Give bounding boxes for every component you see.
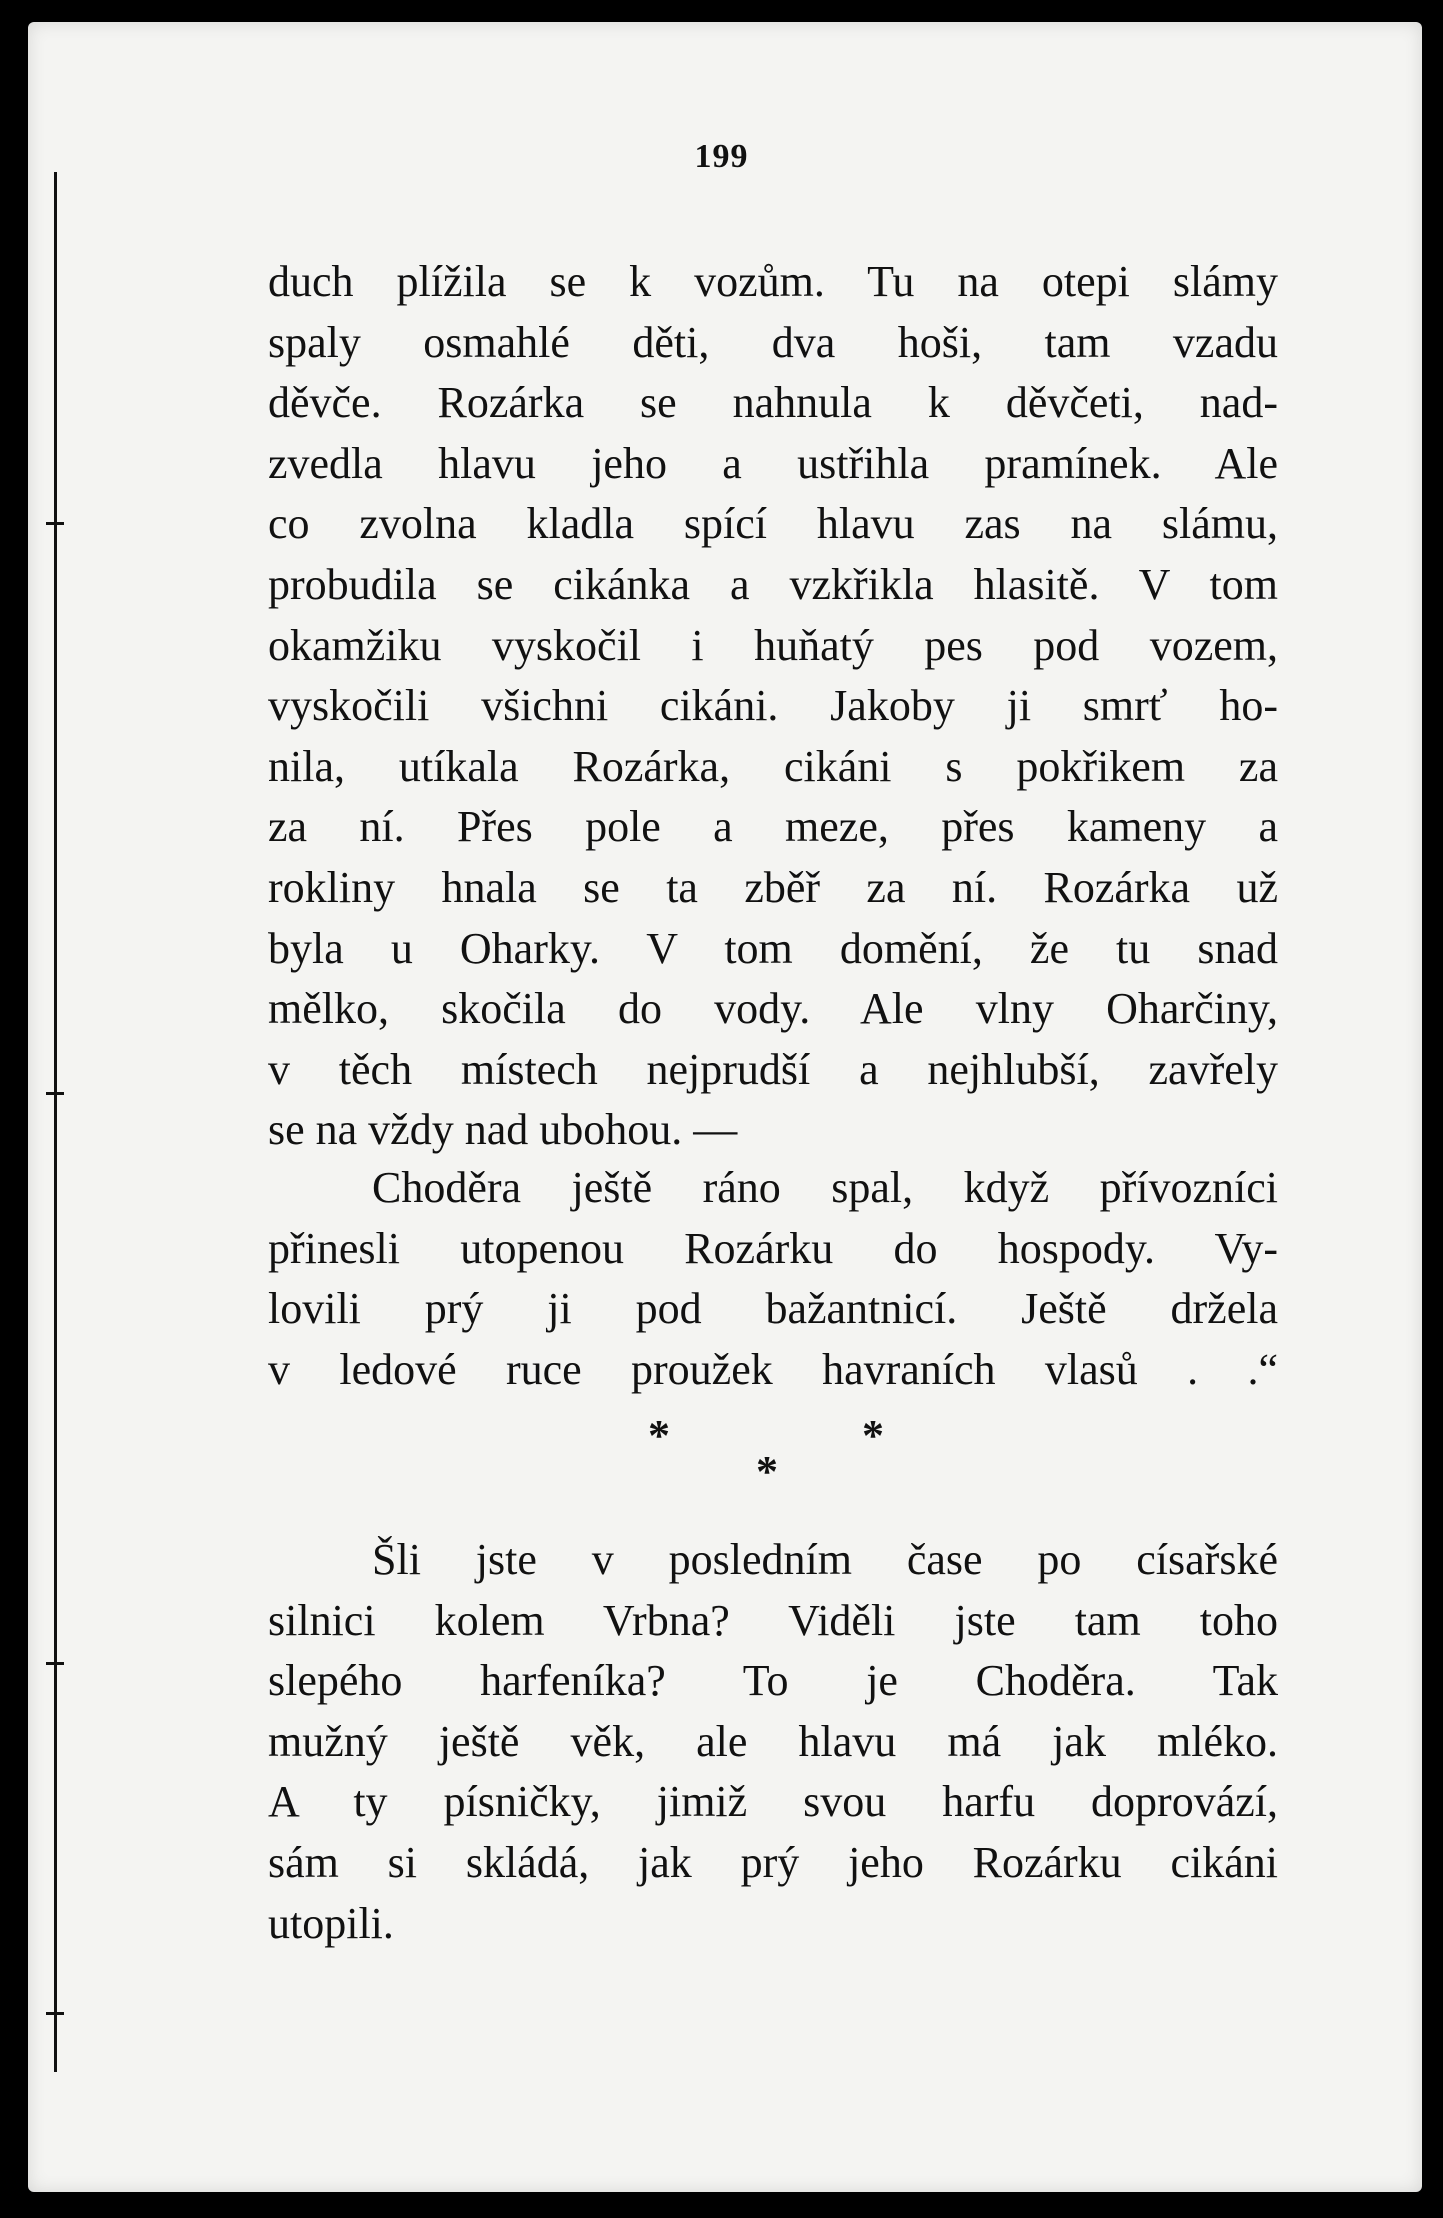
paragraph-2: [268, 1158, 1278, 1400]
text-line: duch plížila se k vozům. Tu na otepi slámy: [268, 257, 1278, 306]
text-line: se na vždy nad ubohou. —: [268, 1105, 738, 1155]
text-line: lovili prý ji pod bažantnicí. Ještě držela: [268, 1284, 1278, 1334]
text-line: co zvolna kladla spící hlavu zas na slámu,: [268, 499, 1278, 549]
text-line: okamžiku vyskočil i huňatý pes pod vozem,: [268, 620, 1278, 670]
text-line: za ní. Přes pole a meze, přes kameny a: [268, 802, 1278, 852]
binding-rule: [54, 172, 57, 2072]
text-line: Šli jste v posledním čase po císařské: [372, 1535, 1278, 1584]
section-separator: [0, 1410, 1443, 1500]
binding-tick: [46, 522, 64, 525]
text-line: nila, utíkala Rozárka, cikáni s pokřikem za: [268, 741, 1278, 791]
text-line: slepého harfeníka? To je Choděra. Tak: [268, 1656, 1278, 1706]
asterisk: *: [648, 1411, 670, 1460]
text-line: rokliny hnala se ta zběř za ní. Rozárka už: [268, 862, 1278, 912]
text-line: v těch místech nejprudší a nejhlubší, zavřely: [268, 1044, 1278, 1094]
text-line: Choděra ještě ráno spal, když přívozníci: [372, 1163, 1278, 1212]
text-line: byla u Oharky. V tom domění, že tu snad: [268, 923, 1278, 973]
text-line: zvedla hlavu jeho a ustřihla pramínek. Ale: [268, 438, 1278, 488]
text-line: přinesli utopenou Rozárku do hospody. Vy-: [268, 1223, 1278, 1273]
binding-tick: [46, 2012, 64, 2015]
text-line: probudila se cikánka a vzkřikla hlasitě. V tom: [268, 559, 1278, 609]
text-line: utopili.: [268, 1898, 394, 1948]
binding-tick: [46, 1092, 64, 1095]
binding-tick: [46, 1662, 64, 1665]
text-line: sám si skládá, jak prý jeho Rozárku cikáni: [268, 1837, 1278, 1887]
paragraph-3: [268, 1530, 1278, 1954]
page-number: 199: [694, 138, 749, 175]
text-line: A ty písničky, jimiž svou harfu doprovází,: [268, 1777, 1278, 1827]
text-line: v ledové ruce proužek havraních vlasů . .“: [268, 1344, 1278, 1394]
text-line: spaly osmahlé děti, dva hoši, tam vzadu: [268, 317, 1278, 367]
asterisk: *: [756, 1447, 778, 1496]
text-line: vyskočili všichni cikáni. Jakoby ji smrť ho-: [268, 681, 1278, 731]
text-line: mužný ještě věk, ale hlavu má jak mléko.: [268, 1716, 1278, 1766]
text-line: mělko, skočila do vody. Ale vlny Oharčiny,: [268, 984, 1278, 1034]
paragraph-1: [268, 252, 1278, 1161]
text-line: děvče. Rozárka se nahnula k děvčeti, nad-: [268, 378, 1278, 428]
asterisk: *: [862, 1411, 884, 1460]
text-line: silnici kolem Vrbna? Viděli jste tam toho: [268, 1595, 1278, 1645]
